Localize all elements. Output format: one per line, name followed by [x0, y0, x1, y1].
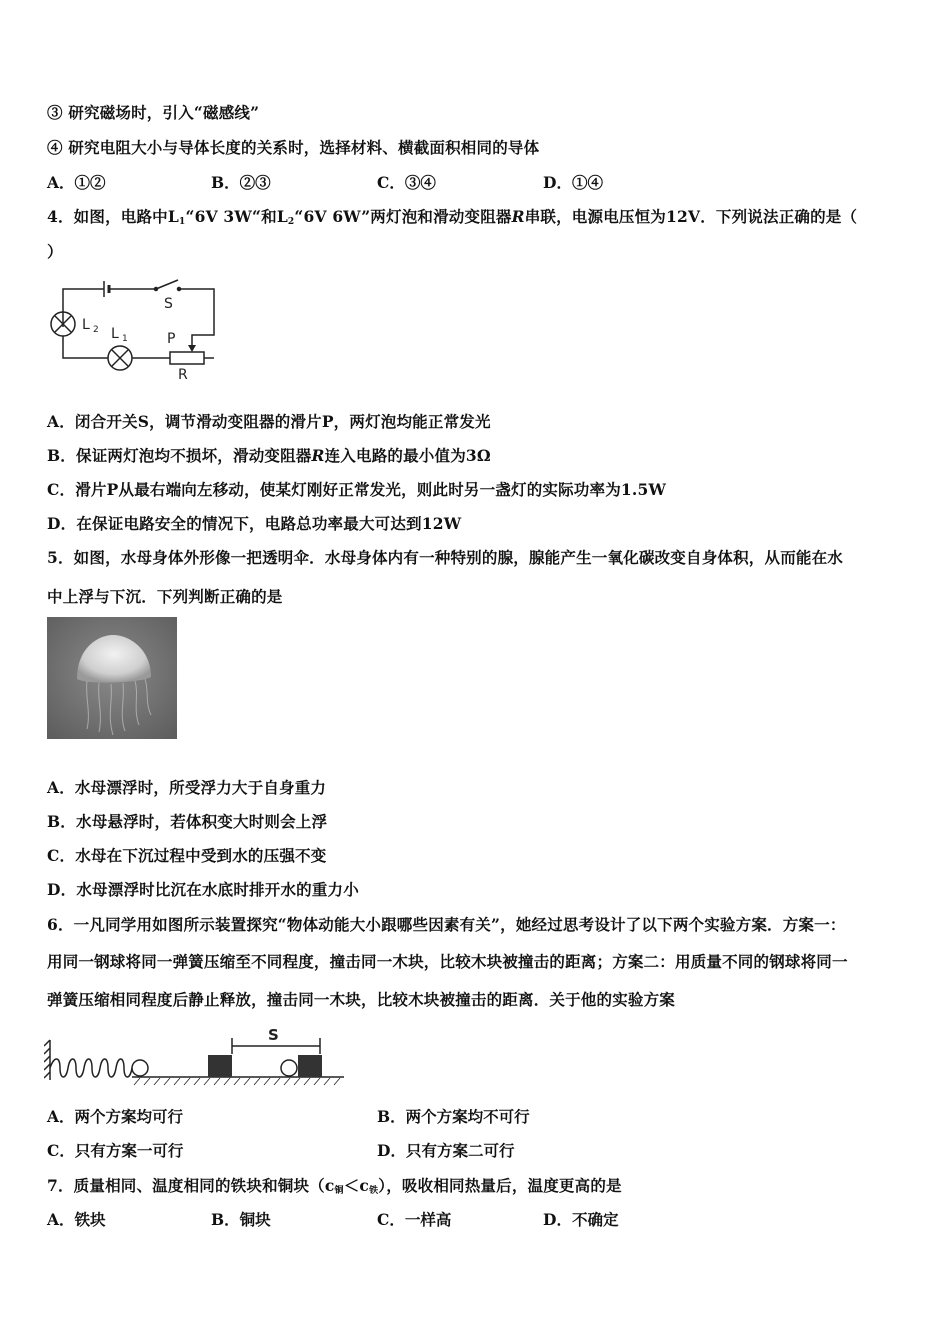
- q6-option-b[interactable]: B．两个方案均不可行: [377, 1107, 530, 1126]
- q5-stem-cont: 中上浮与下沉．下列判断正确的是: [47, 587, 283, 606]
- q3-option-a[interactable]: A．①②: [47, 173, 106, 192]
- q4-option-a[interactable]: A．闭合开关S，调节滑动变阻器的滑片P，两灯泡均能正常发光: [47, 412, 491, 431]
- lamp-l2-subscript: 2: [93, 325, 99, 335]
- q7-option-a[interactable]: A．铁块: [47, 1210, 106, 1229]
- q7-stem: 7．质量相同、温度相同的铁块和铜块$(c_铜<c_铁)$，吸收相同热量后，温度更高的是: [47, 1176, 622, 1196]
- q6-option-a[interactable]: A．两个方案均可行: [47, 1107, 184, 1126]
- q5-option-d[interactable]: D．水母漂浮时比沉在水底时排开水的重力小: [47, 880, 359, 899]
- q6-stem-cont-1: 用同一钢球将同一弹簧压缩至不同程度，撞击同一木块，比较木块被撞击的距离；方案二：用质量不同的钢球将同一: [47, 952, 848, 971]
- distance-label: S: [268, 1026, 279, 1044]
- circuit-diagram: [46, 272, 222, 382]
- rheostat-label: R: [178, 367, 188, 382]
- q5-option-a[interactable]: A．水母漂浮时，所受浮力大于自身重力: [47, 778, 327, 797]
- lamp-l1-subscript: 1: [122, 334, 128, 344]
- q5-option-c[interactable]: C．水母在下沉过程中受到水的压强不变: [47, 846, 327, 865]
- slider-label: P: [167, 331, 176, 347]
- statement-4: ④ 研究电阻大小与导体长度的关系时，选择材料、横截面积相同的导体: [47, 138, 540, 157]
- q4-stem: 4．如图，电路中$L_1“6V$ 3W“和$L_2“6V$ 6W”两灯泡和滑动变阻器R串联，电源电压恒为12V．下列说法正确的是（: [47, 207, 858, 227]
- q3-option-d[interactable]: D．①④: [543, 173, 603, 192]
- q4-option-b[interactable]: B．保证两灯泡均不损坏，滑动变阻器R连入电路的最小值为3Ω: [47, 446, 491, 465]
- q6-option-d[interactable]: D．只有方案二可行: [377, 1141, 515, 1160]
- q7-option-c[interactable]: C．一样高: [377, 1210, 452, 1229]
- q7-option-d[interactable]: D．不确定: [543, 1210, 619, 1229]
- jellyfish-photo: [47, 617, 177, 739]
- q3-option-b[interactable]: B．②③: [211, 173, 271, 192]
- q3-option-c[interactable]: C．③④: [377, 173, 436, 192]
- q4-option-c[interactable]: C．滑片P从最右端向左移动，使某灯刚好正常发光，则此时另一盏灯的实际功率为1.5W: [47, 480, 667, 499]
- lamp-l1-label: L: [111, 326, 119, 342]
- q7-option-b[interactable]: B．铜块: [211, 1210, 271, 1229]
- lamp-l2-label: L: [82, 317, 90, 333]
- q5-stem: 5．如图，水母身体外形像一把透明伞．水母身体内有一种特别的腺，腺能产生一氧化碳改变自身体积，从而能在水: [47, 548, 843, 567]
- spring-ball-block-diagram: [44, 1018, 349, 1086]
- q5-option-b[interactable]: B．水母悬浮时，若体积变大时则会上浮: [47, 812, 328, 831]
- switch-label: S: [164, 296, 173, 312]
- q6-stem-cont-2: 弹簧压缩相同程度后静止释放，撞击同一木块，比较木块被撞击的距离．关于他的实验方案: [47, 990, 676, 1009]
- q6-stem: 6．一凡同学用如图所示装置探究“物体动能大小跟哪些因素有关”，她经过思考设计了以下两个实验方案．方案一：: [47, 915, 846, 934]
- q4-stem-end: ）: [47, 242, 63, 261]
- statement-3: ③ 研究磁场时，引入“磁感线”: [47, 103, 260, 122]
- q4-option-d[interactable]: D．在保证电路安全的情况下，电路总功率最大可达到12W: [47, 514, 462, 533]
- q6-option-c[interactable]: C．只有方案一可行: [47, 1141, 184, 1160]
